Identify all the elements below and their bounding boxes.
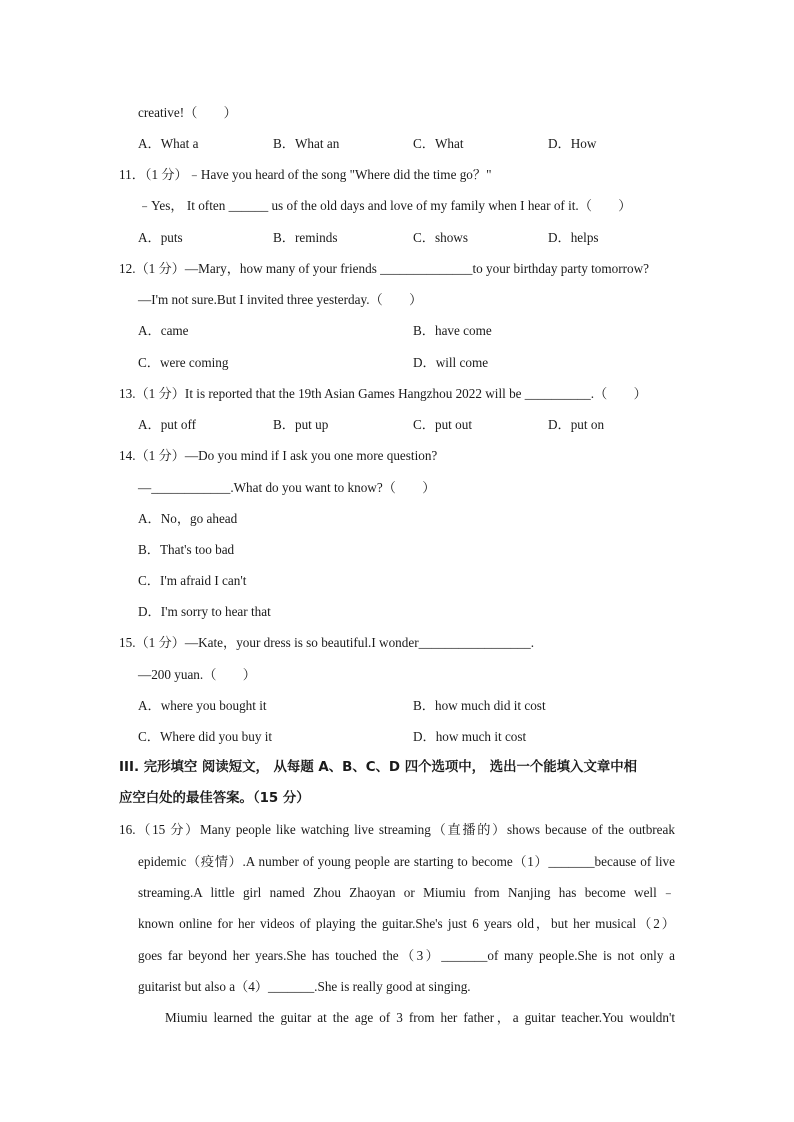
q12-option-a: A．came (138, 323, 189, 338)
q10-option-a: A．What a (138, 136, 199, 151)
q13-option-a: A．put off (138, 417, 196, 432)
q16-passage-line-7: Miumiu learned the guitar at the age of 3 from her father，a guitar teacher.You wouldn't (165, 1010, 675, 1025)
q15-line2: —200 yuan.（ ） (138, 667, 256, 682)
q12-stem: 12.（1 分）—Mary，how many of your friends ______________to your birthday party tomorrow? (119, 261, 649, 276)
q11-option-b: B．reminds (273, 230, 338, 245)
q16-passage-line-1: 16.（15 分）Many people like watching live streaming（直播的）shows because of the outbreak (119, 822, 675, 837)
q15-option-d: D．how much it cost (413, 729, 527, 744)
q12-option-d: D．will come (413, 355, 489, 370)
q14-option-d: D．I'm sorry to hear that (138, 604, 271, 619)
q13-option-d: D．put on (548, 417, 605, 432)
q12-option-c: C．were coming (138, 355, 229, 370)
q11-option-d: D．helps (548, 230, 599, 245)
section-3-heading-cont: 应空白处的最佳答案。（15 分） (119, 791, 310, 806)
q11-option-a: A．puts (138, 230, 183, 245)
q15-option-b: B．how much did it cost (413, 698, 546, 713)
q16-passage-line-5: goes far beyond her years.She has touched the（3）_______of many people.She is not only a (138, 948, 675, 963)
q11-stem: 11．（1 分）﹣Have you heard of the song "Where did the time go？" (119, 167, 492, 182)
q10-option-c: C．What (413, 136, 464, 151)
q15-option-c: C．Where did you buy it (138, 729, 273, 744)
q16-passage-line-2: epidemic（疫情）.A number of young people are starting to become（1）_______because of live (138, 854, 675, 869)
q12-option-b: B．have come (413, 323, 492, 338)
q13-option-c: C．put out (413, 417, 472, 432)
q15-option-a: A．where you bought it (138, 698, 267, 713)
q10-option-b: B．What an (273, 136, 340, 151)
q10-option-d: D．How (548, 136, 597, 151)
q16-passage-line-6: guitarist but also a（4）_______.She is really good at singing. (138, 979, 471, 994)
q14-stem: 14.（1 分）—Do you mind if I ask you one more question? (119, 448, 438, 463)
q16-passage-line-3: streaming.A little girl named Zhou Zhaoyan or Miumiu from Nanjing has become well﹣ (138, 885, 675, 900)
q13-stem: 13.（1 分）It is reported that the 19th Asian Games Hangzhou 2022 will be __________.（ ） (119, 386, 647, 401)
section-3-heading: III. 完形填空 阅读短文， 从每题 A、B、C、D 四个选项中， 选出一个能填入文章中相 (119, 760, 638, 775)
q13-option-b: B．put up (273, 417, 329, 432)
q14-line2: —____________.What do you want to know?（ ） (138, 480, 436, 495)
q11-line2: ﹣Yes， It often ______ us of the old days and love of my family when I hear of it.（ ） (138, 198, 632, 213)
q12-line2: —I'm not sure.But I invited three yesterday.（ ） (138, 292, 423, 307)
q15-stem: 15.（1 分）—Kate，your dress is so beautiful.I wonder_________________. (119, 635, 534, 650)
q14-option-c: C．I'm afraid I can't (138, 573, 247, 588)
q14-option-a: A．No，go ahead (138, 511, 238, 526)
q10-stem-cont: creative!（ ） (138, 105, 237, 120)
q11-option-c: C．shows (413, 230, 468, 245)
q14-option-b: B．That's too bad (138, 542, 235, 557)
q16-passage-line-4: known online for her videos of playing the guitar.She's just 6 years old，but her musical（2） (138, 916, 675, 931)
